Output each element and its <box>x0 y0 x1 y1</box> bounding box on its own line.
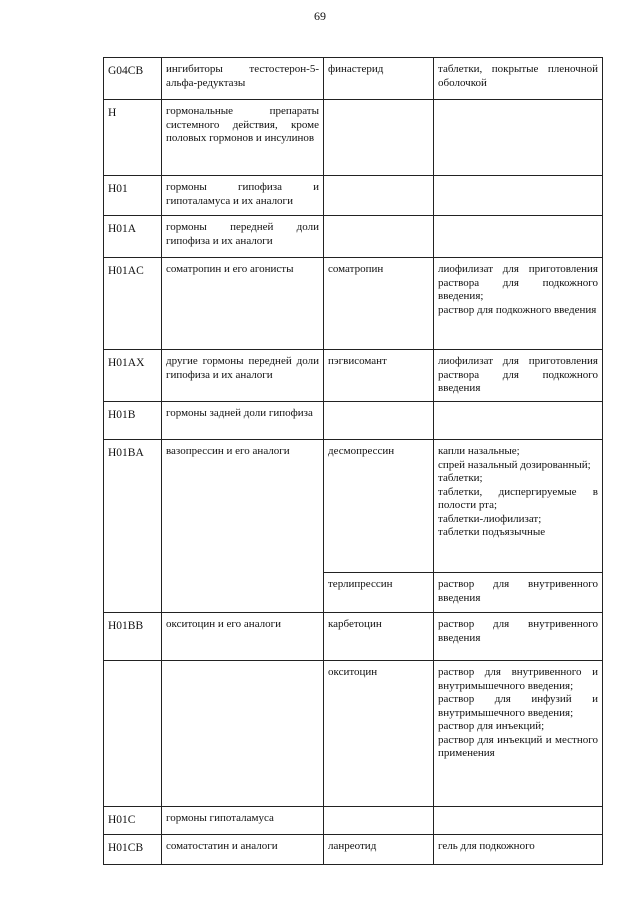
dosage-form-cell <box>434 402 603 440</box>
dosage-form-item: раствор для внутривенного и внутримышечного введения; <box>438 666 598 692</box>
page-number: 69 <box>314 9 326 23</box>
dosage-form-cell <box>434 258 603 350</box>
atc-code-cell: H <box>104 100 162 176</box>
table-row <box>104 58 603 100</box>
atc-code-cell: H01AX <box>104 350 162 402</box>
table-row <box>104 661 603 807</box>
table-row <box>104 402 603 440</box>
atc-code-cell: G04CB <box>104 58 162 100</box>
dosage-form-item: раствор для инъекций и местного применения <box>438 733 598 759</box>
table-row <box>104 835 603 865</box>
pharm-group-cell: ингибиторы тестостерон-5-альфа-редуктазы <box>162 58 324 100</box>
pharm-group-cell: гормональные препараты системного действия, кроме половых гормонов и инсулинов <box>162 100 324 176</box>
atc-code-cell: H01AC <box>104 258 162 350</box>
atc-code-cell <box>104 661 162 807</box>
table-row <box>104 258 603 350</box>
pharm-group-cell: соматропин и его агонисты <box>162 258 324 350</box>
table-row <box>104 613 603 661</box>
table-row <box>104 100 603 176</box>
dosage-form-cell <box>434 807 603 835</box>
table-row <box>104 350 603 402</box>
atc-code-cell: H01C <box>104 807 162 835</box>
drug-name-cell: окситоцин <box>324 661 434 807</box>
pharm-group-cell: гормоны гипоталамуса <box>162 807 324 835</box>
drug-name-cell: соматропин <box>324 258 434 350</box>
pharm-group-cell: гормоны гипофиза и гипоталамуса и их аналоги <box>162 176 324 216</box>
atc-code-cell: H01BA <box>104 440 162 613</box>
atc-code-cell: H01BB <box>104 613 162 661</box>
dosage-form-cell <box>434 58 603 100</box>
drug-name-cell: пэгвисомант <box>324 350 434 402</box>
dosage-form-cell <box>434 835 603 865</box>
atc-code-cell: H01A <box>104 216 162 258</box>
dosage-form-cell <box>434 613 603 661</box>
atc-code-cell: H01 <box>104 176 162 216</box>
atc-code-cell: H01B <box>104 402 162 440</box>
dosage-form-cell <box>434 661 603 807</box>
dosage-form-item: раствор для инфузий и внутримышечного введения; <box>438 693 598 719</box>
pharm-group-cell: гормоны передней доли гипофиза и их аналоги <box>162 216 324 258</box>
drug-name-cell <box>324 100 434 176</box>
drug-name-cell: ланреотид <box>324 835 434 865</box>
dosage-form-item: спрей назальный дозированный; <box>438 458 591 471</box>
dosage-form-item: раствор для инъекций; <box>438 720 545 732</box>
drug-name-cell: финастерид <box>324 58 434 100</box>
dosage-form-item: гель для подкожного <box>438 840 535 852</box>
pharm-group-cell: гормоны задней доли гипофиза <box>162 402 324 440</box>
drug-name-cell: терлипрессин <box>324 573 434 613</box>
table-row <box>104 216 603 258</box>
dosage-form-cell <box>434 440 603 573</box>
table-row <box>104 176 603 216</box>
pharm-group-cell <box>162 661 324 807</box>
dosage-form-item: таблетки, диспергируемые в полости рта; <box>438 485 598 511</box>
dosage-form-cell <box>434 100 603 176</box>
dosage-form-item: таблетки; <box>438 472 483 484</box>
drug-name-cell <box>324 216 434 258</box>
pharm-group-cell: вазопрессин и его аналоги <box>162 440 324 613</box>
dosage-form-item: капли назальные; <box>438 445 520 457</box>
dosage-form-cell <box>434 176 603 216</box>
atc-code-cell: H01CB <box>104 835 162 865</box>
dosage-form-item: лиофилизат для приготовления раствора для подкожного введения; <box>438 263 598 302</box>
dosage-form-cell <box>434 573 603 613</box>
pharm-group-cell: соматостатин и аналоги <box>162 835 324 865</box>
pharm-group-cell: другие гормоны передней доли гипофиза и их аналоги <box>162 350 324 402</box>
dosage-form-item: раствор для подкожного введения <box>438 303 597 316</box>
pharm-group-cell: окситоцин и его аналоги <box>162 613 324 661</box>
drug-name-cell: десмопрессин <box>324 440 434 573</box>
dosage-form-cell <box>434 350 603 402</box>
dosage-form-item: раствор для внутривенного введения <box>438 618 598 644</box>
dosage-form-item: лиофилизат для приготовления раствора для подкожного введения <box>438 355 598 394</box>
drug-name-cell <box>324 176 434 216</box>
drug-name-cell: карбетоцин <box>324 613 434 661</box>
drug-name-cell <box>324 402 434 440</box>
drug-name-cell <box>324 807 434 835</box>
drug-classification-table <box>103 57 603 865</box>
dosage-form-item: таблетки подъязычные <box>438 526 546 538</box>
dosage-form-item: таблетки, покрытые пленочной оболочкой <box>438 63 598 89</box>
dosage-form-item: таблетки-лиофилизат; <box>438 512 542 525</box>
table-row <box>104 440 603 573</box>
dosage-form-item: раствор для внутривенного введения <box>438 578 598 604</box>
dosage-form-cell <box>434 216 603 258</box>
table-row <box>104 807 603 835</box>
